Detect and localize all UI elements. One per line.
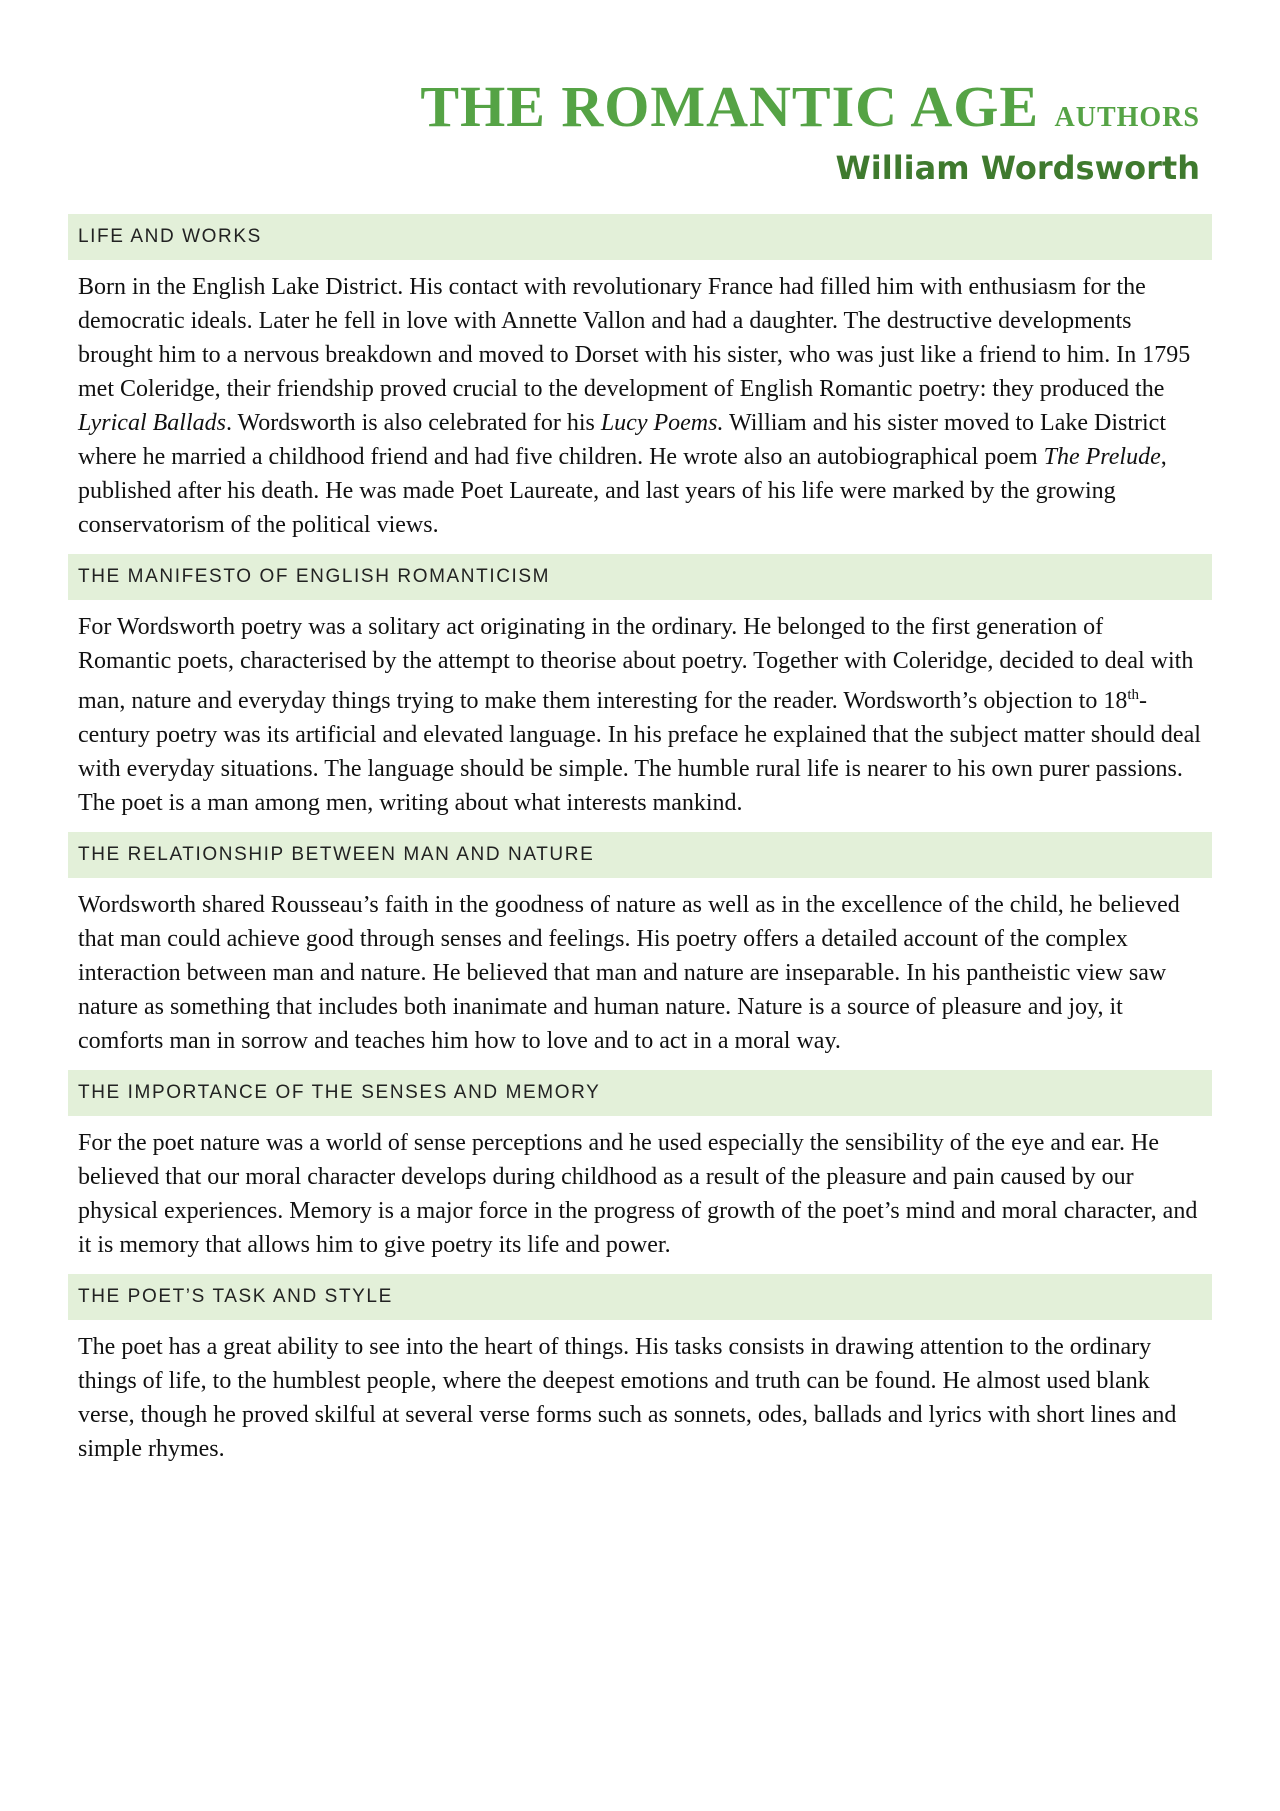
section-heading: THE POET’S TASK AND STYLE: [68, 1274, 1212, 1320]
section-life-and-works: [68, 214, 1212, 542]
italic-title: Lyrical Ballads: [78, 410, 226, 436]
section-body: Wordsworth shared Rousseau’s faith in the goodness of nature as well as in the excellence of the child, he believed that man could achieve good through senses and feelings. His poetry offers a detailed account of the complex interaction between man and nature. He believed that man and nature are inseparable. In his pantheistic view saw nature as something that includes both inanimate and human nature. Nature is a source of pleasure and joy, it comforts man in sorrow and teaches him how to love and to act in a moral way.: [78, 892, 1180, 1054]
section-heading: THE MANIFESTO OF ENGLISH ROMANTICISM: [68, 554, 1212, 600]
section-heading: LIFE AND WORKS: [68, 214, 1212, 260]
title-main: THE ROMANTIC AGE: [420, 74, 1040, 139]
section-body: For the poet nature was a world of sense perceptions and he used especially the sensibility of the eye and ear. He believed that our moral character develops during childhood as a result of the pleasure and pain caused by our physical experiences. Memory is a major force in the progress of growth of the poet’s mind and moral character, and it is memory that allows him to give poetry its life and power.: [78, 1130, 1198, 1258]
section-heading: THE IMPORTANCE OF THE SENSES AND MEMORY: [68, 1070, 1212, 1116]
text-run: -century poetry was its artificial and elevated language. In his preface he explained that the subject matter should deal with everyday situations. The language should be simple. The humble rural life is nearer to his own purer passions. The poet is a man among men, writing about what interests mankind.: [78, 688, 1201, 816]
section-body: The poet has a great ability to see into the heart of things. His tasks consists in drawing attention to the ordinary things of life, to the humblest people, where the deepest emotions and truth can be found. He almost used blank verse, though he proved skilful at several verse forms such as sonnets, odes, ballads and lyrics with short lines and simple rhymes.: [78, 1334, 1177, 1462]
italic-title: Lucy Poems.: [600, 410, 724, 436]
section-man-and-nature: [68, 832, 1212, 1058]
section-senses-and-memory: [68, 1070, 1212, 1262]
italic-title: The Prelude: [1043, 444, 1161, 470]
section-manifesto: [68, 554, 1212, 820]
title-subtitle: AUTHORS: [1054, 102, 1200, 133]
text-run: . Wordsworth is also celebrated for his: [225, 410, 601, 436]
section-task-and-style: [68, 1274, 1212, 1466]
text-run: William and his sister moved to Lake District where he married a childhood friend and had five children. He wrote also an autobiographical poem: [78, 410, 1166, 470]
section-heading: THE RELATIONSHIP BETWEEN MAN AND NATURE: [68, 832, 1212, 878]
page-title: [68, 74, 1200, 139]
page-header: [68, 0, 1212, 187]
section-body: [68, 260, 1212, 542]
text-run: For Wordsworth poetry was a solitary act originating in the ordinary. He belonged to the first generation of Romantic poets, characterised by the attempt to theorise about poetry. Together with Coleridge, decided to deal with man, nature and everyday things trying to make them interesting for the reader. Wordsworth’s objection to 18: [78, 614, 1194, 714]
section-body: [68, 600, 1212, 820]
author-name: William Wordsworth: [835, 149, 1200, 187]
text-run: , published after his death. He was made Poet Laureate, and last years of his life were marked by the growing conservatorism of the political views.: [78, 444, 1167, 538]
ordinal-superscript: th: [1127, 687, 1140, 703]
text-run: Born in the English Lake District. His contact with revolutionary France had filled him with enthusiasm for the democratic ideals. Later he fell in love with Annette Vallon and had a daughter. The destructive developments brought him to a nervous breakdown and moved to Dorset with his sister, who was just like a friend to him. In 1795 met Coleridge, their friendship proved crucial to the development of English Romantic poetry: they produced the: [78, 274, 1191, 402]
